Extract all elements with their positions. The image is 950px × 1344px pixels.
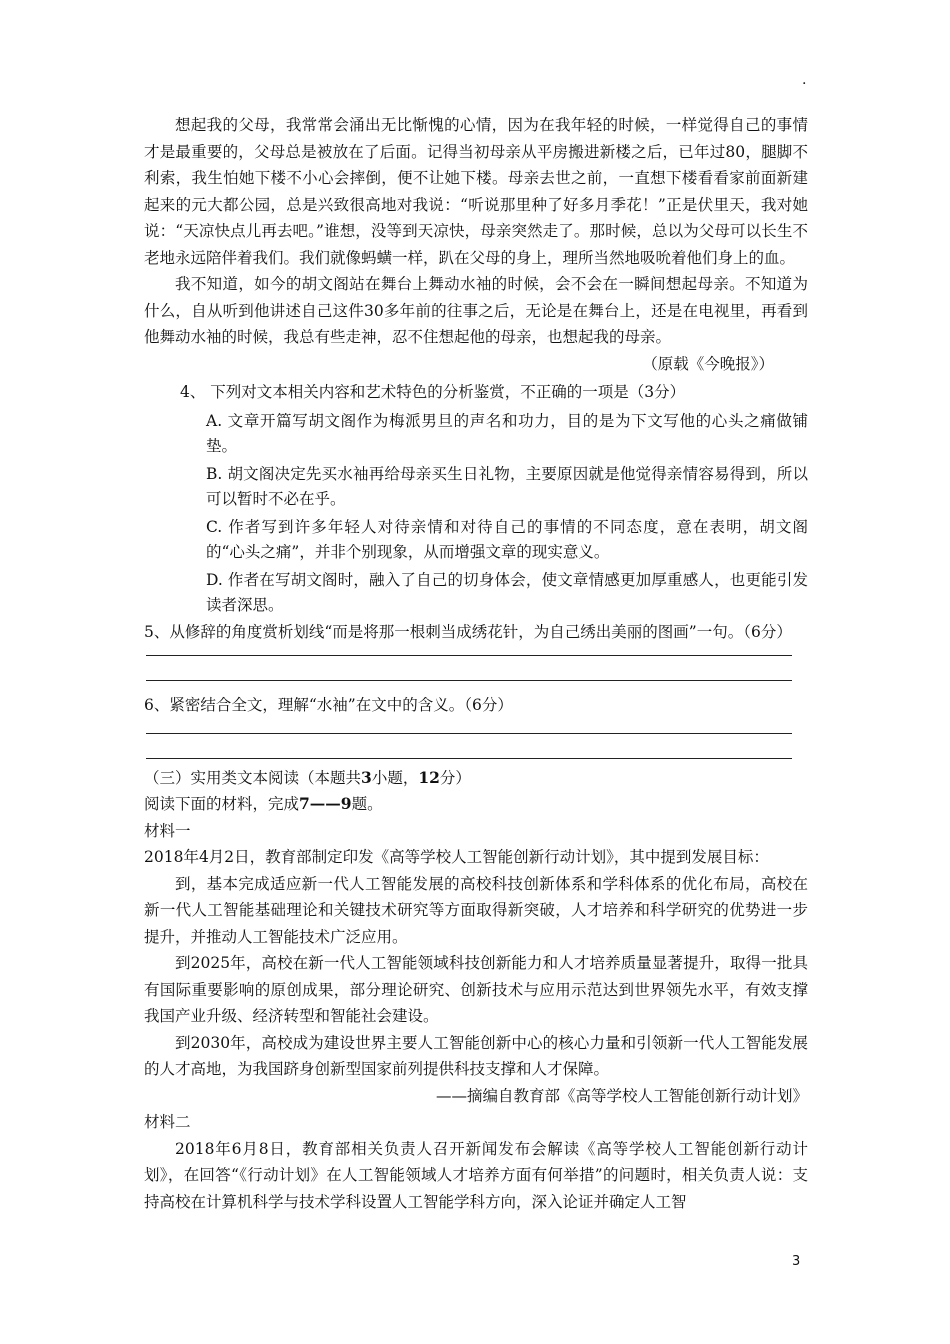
paragraph-hu-wenge: 我不知道，如今的胡文阁站在舞台上舞动水袖的时候，会不会在一瞬间想起母亲。不知道为什么，自从听到他讲述自己这件30多年前的往事之后，无论是在舞台上，还是在电视里，再看到他舞动水袖的时候，我总有些走神，忍不住想起他的母亲，也想起我的母亲。 — [144, 275, 808, 346]
material-1-paragraph-1: 到，基本完成适应新一代人工智能发展的高校科技创新体系和学科体系的优化布局，高校在新一代人工智能基础理论和关键技术研究等方面取得新突破，人才培养和科学研究的优势进一步提升，并推动人工智能技术广泛应用。 — [144, 874, 808, 946]
answer-line-q6-1[interactable] — [146, 733, 792, 734]
question-4-option-c: C. 作者写到许多年轻人对待亲情和对待自己的事情的不同态度，意在表明，胡文阁的“心头之痛”，并非个别现象，从而增强文章的现实意义。 — [206, 517, 808, 561]
question-6: 6、紧密结合全文，理解“水袖”在文中的含义。（6分） — [144, 696, 513, 714]
question-5: 5、从修辞的角度赏析划线“而是将那一根刺当成绣花针，为自己绣出美丽的图画”一句。（6分） — [144, 622, 792, 641]
material-1-label: 材料一 — [144, 821, 191, 840]
question-4-option-d: D. 作者在写胡文阁时，融入了自己的切身体会，使文章情感更加厚重感人，也更能引发读者深思。 — [206, 570, 808, 614]
corner-mark: . — [802, 72, 807, 88]
section-3-title: （三）实用类文本阅读（本题共3小题，12分） — [144, 767, 471, 787]
page-content — [144, 112, 808, 1215]
page-number: 3 — [792, 1254, 801, 1269]
material-1-paragraph-3: 到2030年，高校成为建设世界主要人工智能创新中心的核心力量和引领新一代人工智能发展的人才高地，为我国跻身创新型国家前列提供科技支撑和人才保障。 — [144, 1033, 808, 1078]
material-2-label: 材料二 — [144, 1113, 191, 1131]
paragraph-parents: 想起我的父母，我常常会涌出无比惭愧的心情，因为在我年轻的时候，一样觉得自己的事情才是最重要的，父母总是被放在了后面。记得当初母亲从平房搬进新楼之后，已年过80，腿脚不利索，我生怕她下楼不小心会摔倒，便不让她下楼。母亲去世之前，一直想下楼看看家前面新建起来的元大都公园，总是兴致很高地对我说：“听说那里种了好多月季花！”正是伏里天，我对她说：“天凉快点儿再去吧。”谁想，没等到天凉快，母亲突然走了。那时候，总以为父母可以长生不老地永远陪伴着我们。我们就像蚂蟥一样，趴在父母的身上，理所当然地吸吮着他们身上的血。 — [144, 116, 808, 267]
material-1-intro: 2018年4月2日，教育部制定印发《高等学校人工智能创新行动计划》，其中提到发展目标： — [144, 848, 769, 866]
material-1-attribution: ——摘编自教育部《高等学校人工智能创新行动计划》 — [435, 1086, 808, 1105]
question-4-option-a: A. 文章开篇写胡文阁作为梅派男旦的声名和功力，目的是为下文写他的心头之痛做铺垫。 — [206, 411, 808, 455]
answer-line-q5-1[interactable] — [146, 655, 792, 656]
section-3-instruction: 阅读下面的材料，完成7——9题。 — [144, 794, 383, 813]
source-line: （原载《今晚报》） — [642, 354, 774, 373]
question-4-option-b: B. 胡文阁决定先买水袖再给母亲买生日礼物，主要原因就是他觉得亲情容易得到，所以可以暂时不必在乎。 — [206, 464, 808, 508]
material-1-paragraph-2: 到2025年，高校在新一代人工智能领域科技创新能力和人才培养质量显著提升，取得一批具有国际重要影响的原创成果，部分理论研究、创新技术与应用示范达到世界领先水平，有效支撑我国产业升级、经济转型和智能社会建设。 — [144, 954, 808, 1025]
question-4-stem: 4、 下列对文本相关内容和艺术特色的分析鉴赏，不正确的一项是（3分） — [180, 383, 686, 401]
material-2-paragraph: 2018年6月8日，教育部相关负责人召开新闻发布会解读《高等学校人工智能创新行动计划》，在回答“《行动计划》在人工智能领域人才培养方面有何举措”的问题时，相关负责人说：支持高校在计算机科学与技术学科设置人工智能学科方向，深入论证并确定人工智 — [144, 1139, 808, 1211]
